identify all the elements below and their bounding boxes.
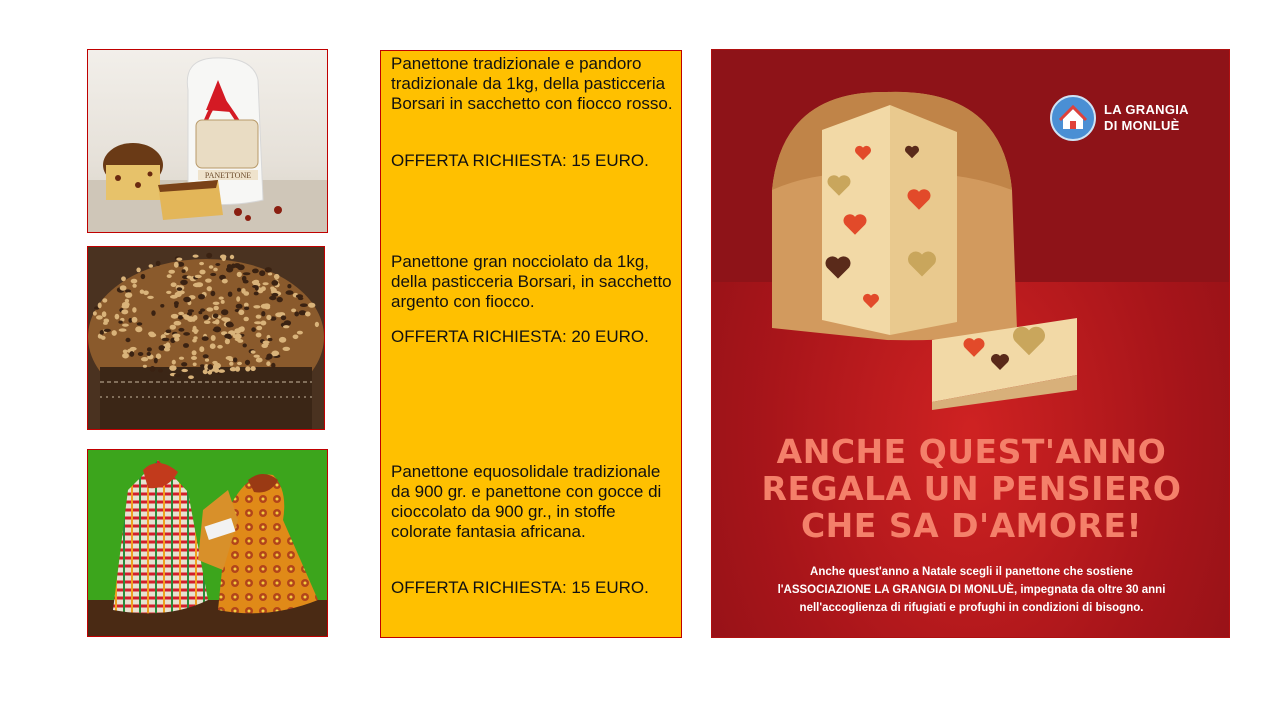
headline-line-1: ANCHE QUEST'ANNO bbox=[776, 432, 1167, 471]
poster-body-line-3: nell'accoglienza di rifugiati e profughi in condizioni di bisogno. bbox=[799, 602, 1144, 614]
poster-body-line-1: Anche quest'anno a Natale scegli il panettone che sostiene bbox=[810, 566, 1133, 578]
house-icon bbox=[1050, 95, 1096, 141]
headline-line-3: CHE SA D'AMORE! bbox=[800, 506, 1143, 545]
bag-label: PANETTONE bbox=[204, 171, 252, 180]
product-descriptions-box bbox=[380, 50, 682, 638]
logo-line-2: DI MONLUÈ bbox=[1104, 118, 1180, 133]
product-description-2: Panettone gran nocciolato da 1kg, della pasticceria Borsari, in sacchetto argento con fiocco. bbox=[391, 252, 672, 311]
logo-line-1: LA GRANGIA bbox=[1104, 102, 1189, 117]
poster-headline bbox=[712, 433, 1230, 544]
grangia-logo bbox=[1050, 95, 1220, 145]
product-description-3: Panettone equosolidale tradizionale da 900 gr. e panettone con gocce di cioccolato da 900 gr., in stoffe colorate fantasia africana. bbox=[391, 462, 662, 541]
product-description-1: Panettone tradizionale e pandoro tradizionale da 1kg, della pasticceria Borsari in sacchetto con fiocco rosso. bbox=[391, 54, 673, 113]
african-fabric-illustration bbox=[88, 450, 327, 636]
product-photo-traditional bbox=[87, 49, 328, 233]
poster-body-line-2: l'ASSOCIAZIONE LA GRANGIA DI MONLUÈ, impegnata da oltre 30 anni bbox=[777, 584, 1166, 596]
product-photo-equosolidale bbox=[87, 449, 328, 637]
product-photo-nocciolato bbox=[87, 246, 325, 430]
poster-body-text bbox=[732, 563, 1211, 617]
nocciolato-illustration bbox=[88, 247, 324, 429]
campaign-poster bbox=[711, 49, 1230, 638]
product-offer-1: OFFERTA RICHIESTA: 15 EURO. bbox=[391, 151, 649, 170]
logo-text bbox=[1104, 102, 1189, 134]
panettone-bag-illustration bbox=[88, 50, 327, 232]
product-offer-3: OFFERTA RICHIESTA: 15 EURO. bbox=[391, 578, 649, 597]
product-offer-2: OFFERTA RICHIESTA: 20 EURO. bbox=[391, 327, 649, 346]
headline-line-2: REGALA UN PENSIERO bbox=[761, 469, 1182, 508]
